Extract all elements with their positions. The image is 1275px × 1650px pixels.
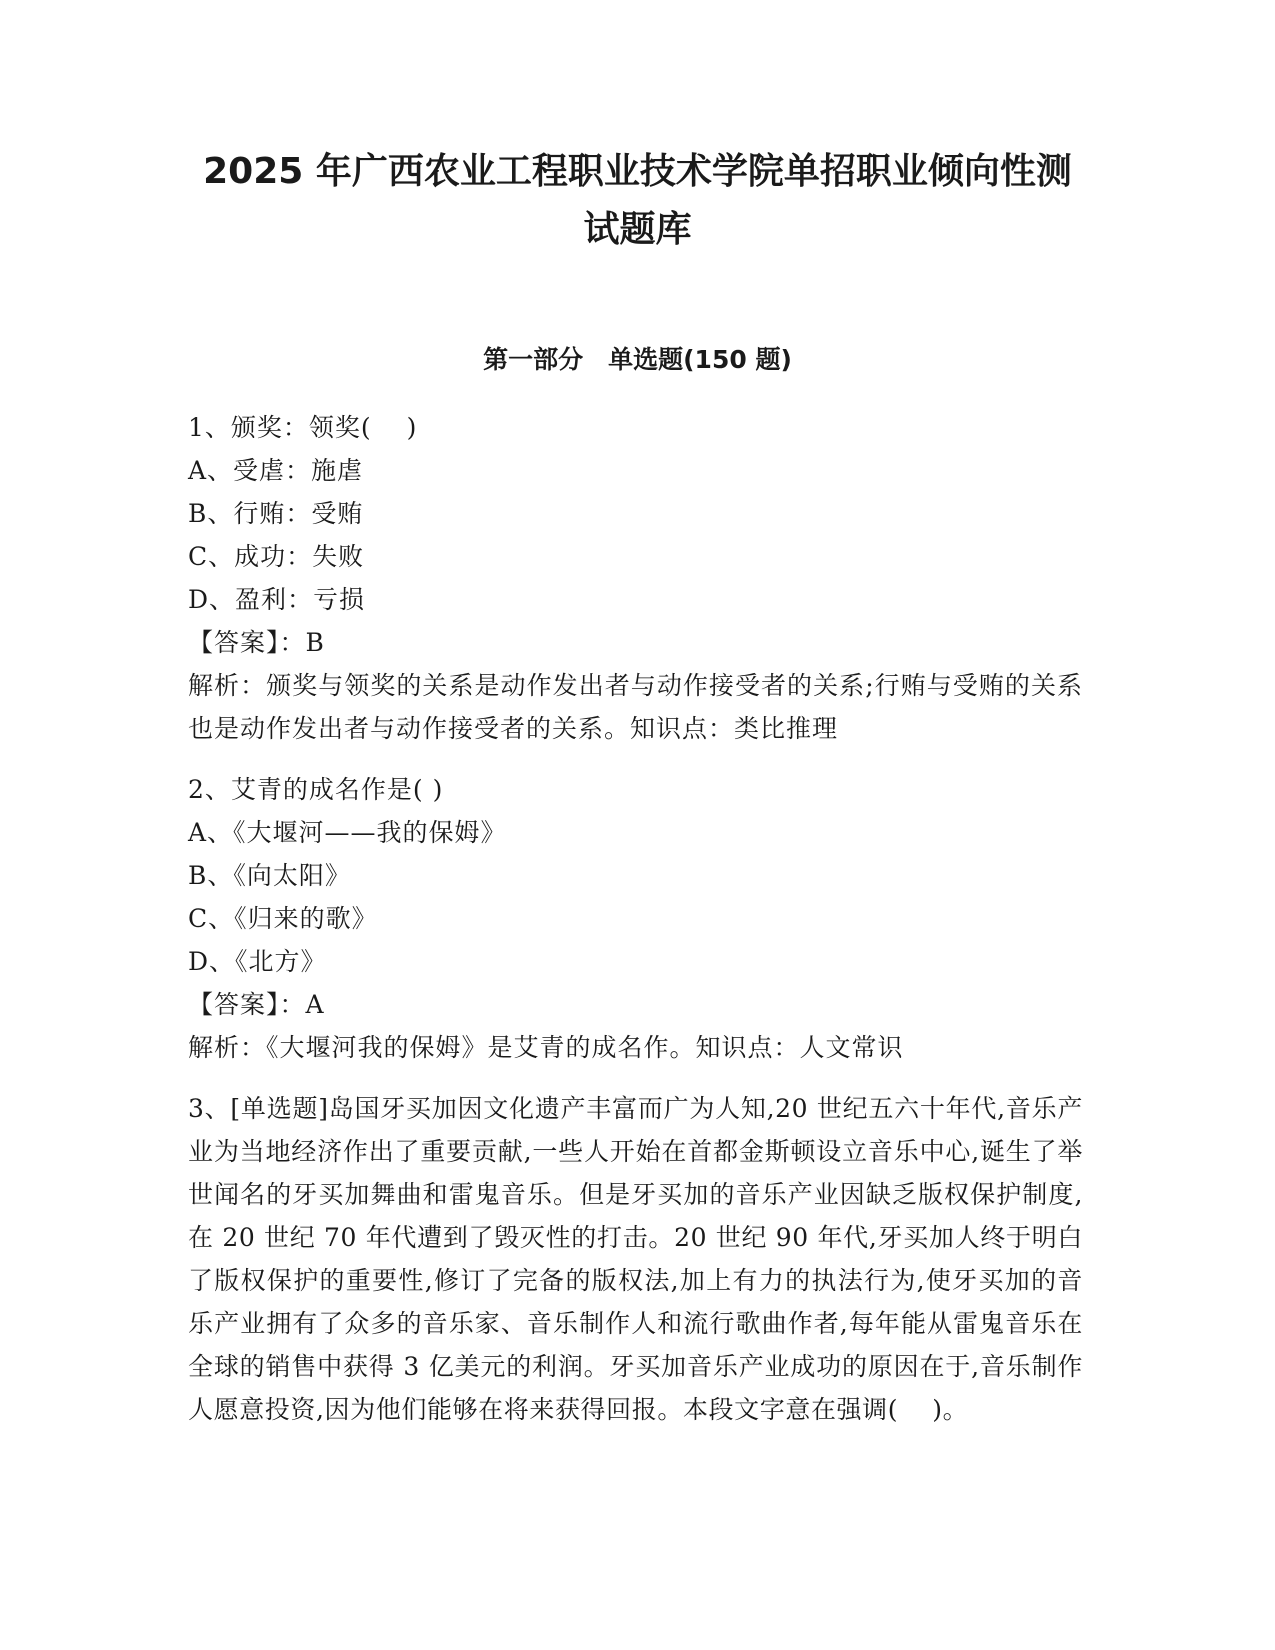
option-a: A、《大堰河——我的保姆》 [188, 818, 507, 847]
question-stem: 1、颁奖：领奖( ) [188, 413, 418, 442]
option-b: B、《向太阳》 [188, 861, 351, 890]
question-list [188, 406, 1083, 1449]
section-title: 第一部分 单选题(150 题) [483, 345, 792, 374]
analysis-text: 解析：《大堰河我的保姆》是艾青的成名作。知识点：人文常识 [188, 1033, 904, 1062]
document-title-line-1: 2025 年广西农业工程职业技术学院单招职业倾向性测 [203, 151, 1072, 192]
analysis-text: 解析：颁奖与领奖的关系是动作发出者与动作接受者的关系;行贿与受贿的关系也是动作发出者与动作接受者的关系。知识点：类比推理 [188, 671, 1083, 743]
option-c: C、成功：失败 [188, 542, 365, 571]
option-a: A、受虐：施虐 [188, 456, 364, 485]
question-1 [188, 406, 1083, 750]
document-title [150, 143, 1125, 259]
question-2 [188, 768, 1083, 1069]
question-3 [188, 1087, 1083, 1431]
option-d: D、《北方》 [188, 947, 327, 976]
answer-line: 【答案】：A [188, 990, 325, 1019]
option-c: C、《归来的歌》 [188, 904, 378, 933]
question-stem: 3、[单选题]岛国牙买加因文化遗产丰富而广为人知,20 世纪五六十年代,音乐产业为当地经济作出了重要贡献,一些人开始在首都金斯顿设立音乐中心,诞生了举世闻名的牙买加舞曲和雷鬼音乐。但是牙买加的音乐产业因缺乏版权保护制度,在 20 世纪 70 年代遭到了毁灭性的打击。20 世纪 90 年代,牙买加人终于明白了版权保护的重要性,修订了完备的版权法,加上有力的执法行为,使牙买加的音乐产业拥有了众多的音乐家、音乐制作人和流行歌曲作者,每年能从雷鬼音乐在全球的销售中获得 3 亿美元的利润。牙买加音乐产业成功的原因在于,音乐制作人愿意投资,因为他们能够在将来获得回报。本段文字意在强调( )。 [188, 1094, 1083, 1424]
question-stem: 2、艾青的成名作是( ) [188, 775, 444, 804]
answer-line: 【答案】：B [188, 628, 325, 657]
document-title-line-2: 试题库 [583, 209, 692, 250]
option-b: B、行贿：受贿 [188, 499, 364, 528]
option-d: D、盈利：亏损 [188, 585, 366, 614]
